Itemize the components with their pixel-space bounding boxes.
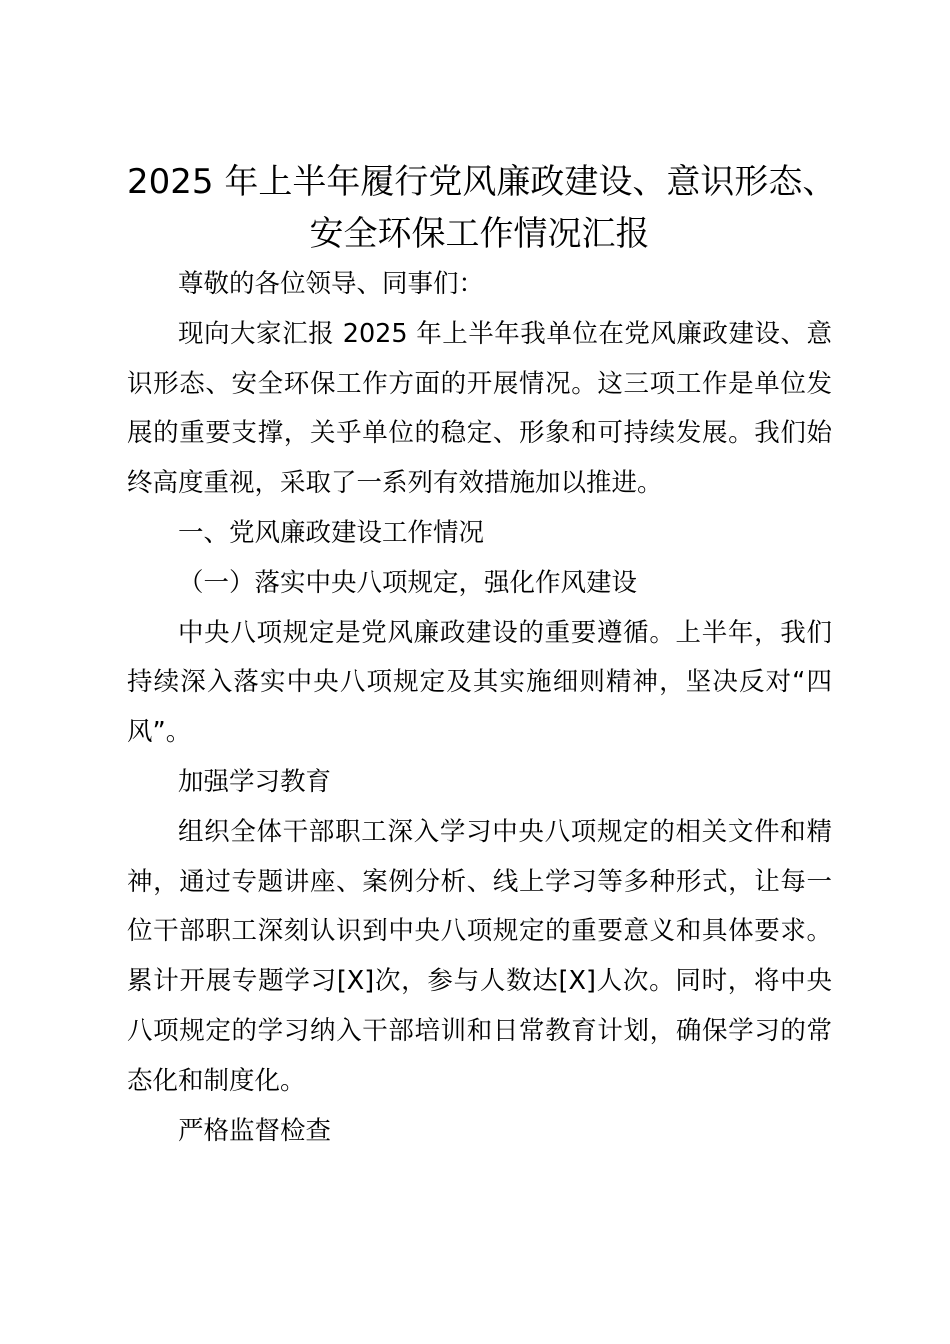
body-paragraph: 中央八项规定是党风廉政建设的重要遵循。上半年，我们持续深入落实中央八项规定及其实施细则精神，坚决反对“四风”。	[127, 617, 832, 748]
item-heading-supervision: 严格监督检查	[178, 1115, 332, 1146]
document-title	[127, 156, 837, 260]
document-body	[127, 260, 832, 1156]
intro-paragraph: 现向大家汇报 2025 年上半年我单位在党风廉政建设、意识形态、安全环保工作方面的开展情况。这三项工作是单位发展的重要支撑，关乎单位的稳定、形象和可持续发展。我们始终高度重视，采取了一系列有效措施加以推进。	[127, 318, 832, 499]
salutation: 尊敬的各位领导、同事们：	[178, 269, 485, 299]
item-heading-study: 加强学习教育	[178, 766, 332, 797]
document-title-line-2: 安全环保工作情况汇报	[309, 214, 650, 254]
document-title-line-1: 2025 年上半年履行党风廉政建设、意识形态、	[127, 162, 837, 202]
section-heading-1: 一、党风廉政建设工作情况	[178, 517, 485, 548]
subsection-heading-1: （一）落实中央八项规定，强化作风建设	[178, 567, 638, 598]
body-paragraph: 组织全体干部职工深入学习中央八项规定的相关文件和精神，通过专题讲座、案例分析、线上学习等多种形式，让每一位干部职工深刻认识到中央八项规定的重要意义和具体要求。累计开展专题学习[X]次，参与人数达[X]人次。同时，将中央八项规定的学习纳入干部培训和日常教育计划，确保学习的常态化和制度化。	[127, 816, 832, 1096]
